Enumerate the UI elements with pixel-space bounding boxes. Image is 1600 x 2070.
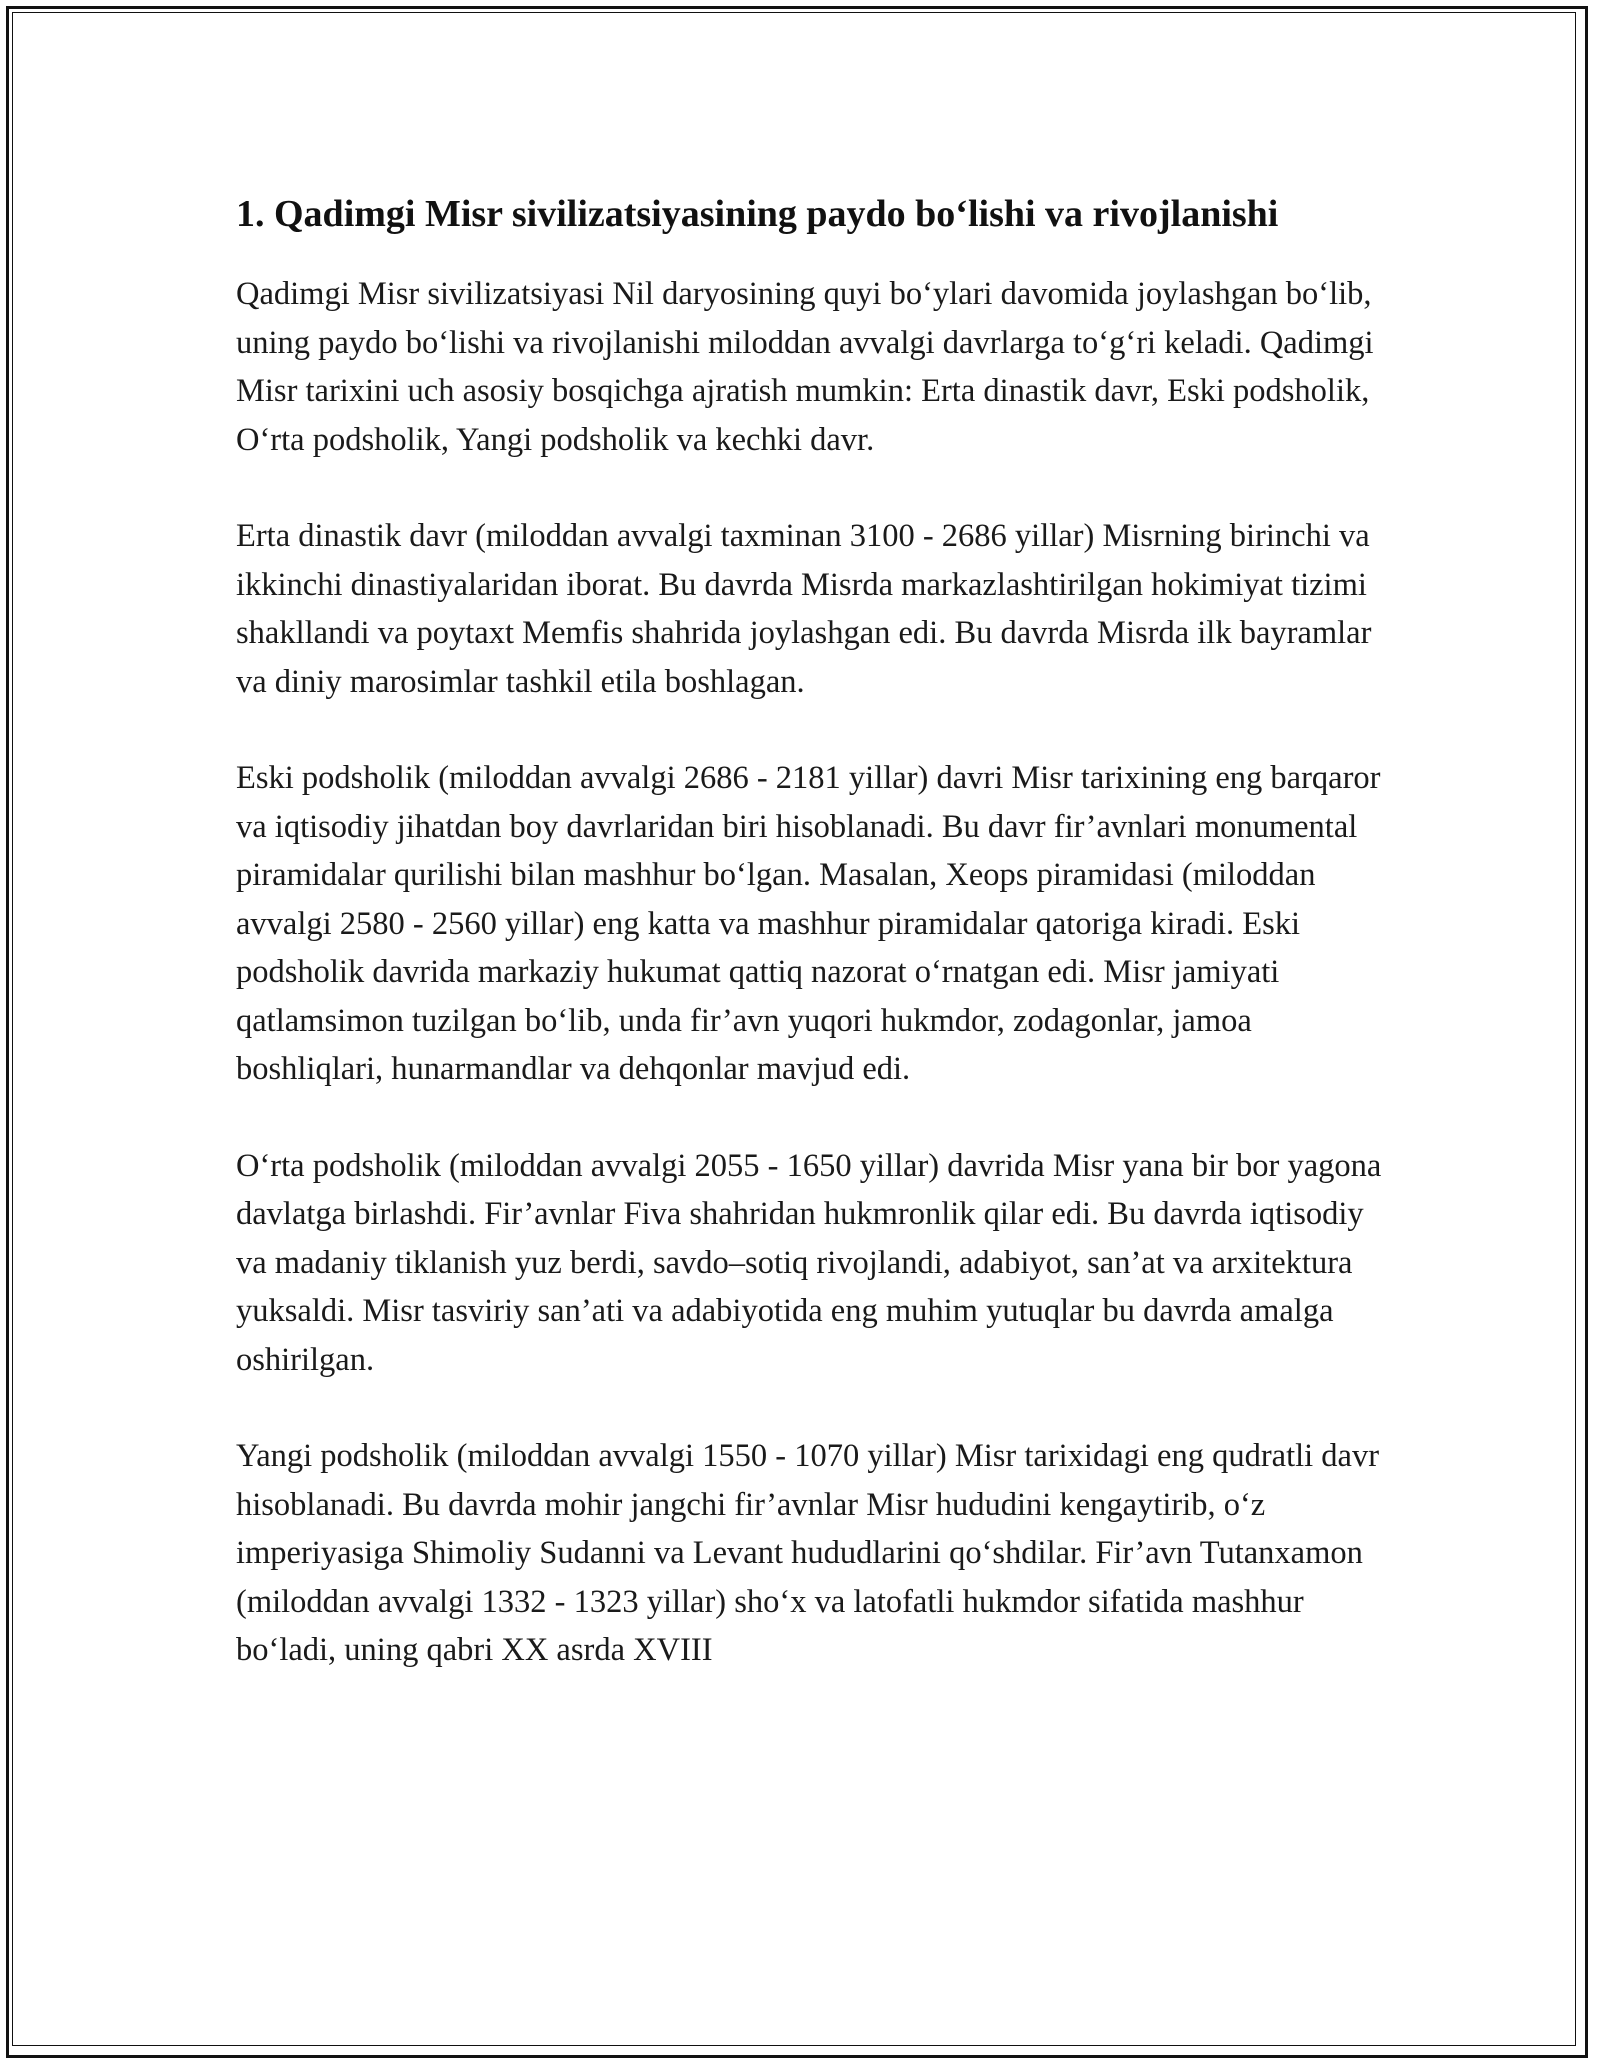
document-body [236, 186, 1386, 1723]
paragraph-intro: Qadimgi Misr sivilizatsiyasi Nil daryosining quyi bo‘ylari davomida joylashgan bo‘lib, uning paydo bo‘lishi va rivojlanishi miloddan avvalgi davrlarga to‘g‘ri keladi. Qadimgi Misr tarixini uch asosiy bosqichga ajratish mumkin: Erta dinastik davr, Eski podsholik, O‘rta podsholik, Yangi podsholik va kechki davr. [236, 276, 1374, 458]
paragraph-early-dynastic: Erta dinastik davr (miloddan avvalgi taxminan 3100 - 2686 yillar) Misrning birinchi va ikkinchi dinastiyalaridan iborat. Bu davrda Misrda markazlashtirilgan hokimiyat tizimi shakllandi va poytaxt Memfis shahrida joylashgan edi. Bu davrda Misrda ilk bayramlar va diniy marosimlar tashkil etila boshlagan. [236, 518, 1372, 700]
paragraph-old-kingdom: Eski podsholik (miloddan avvalgi 2686 - 2181 yillar) davri Misr tarixining eng barqaror va iqtisodiy jihatdan boy davrlaridan biri hisoblanadi. Bu davr fir’avnlari monumental piramidalar qurilishi bilan mashhur bo‘lgan. Masalan, Xeops piramidasi (miloddan avvalgi 2580 - 2560 yillar) eng katta va mashhur piramidalar qatoriga kiradi. Eski podsholik davrida markaziy hukumat qattiq nazorat o‘rnatgan edi. Misr jamiyati qatlamsimon tuzilgan bo‘lib, unda fir’avn yuqori hukmdor, zodagonlar, jamoa boshliqlari, hunarmandlar va dehqonlar mavjud edi. [236, 760, 1381, 1087]
section-heading: 1. Qadimgi Misr sivilizatsiyasining paydo bo‘lishi va rivojlanishi [236, 193, 1279, 235]
paragraph-middle-kingdom: O‘rta podsholik (miloddan avvalgi 2055 - 1650 yillar) davrida Misr yana bir bor yagona davlatga birlashdi. Fir’avnlar Fiva shahridan hukmronlik qilar edi. Bu davrda iqtisodiy va madaniy tiklanish yuz berdi, savdo–sotiq rivojlandi, adabiyot, san’at va arxitektura yuksaldi. Misr tasviriy san’ati va adabiyotida eng muhim yutuqlar bu davrda amalga oshirilgan. [236, 1147, 1382, 1378]
paragraph-new-kingdom: Yangi podsholik (miloddan avvalgi 1550 - 1070 yillar) Misr tarixidagi eng qudratli davr hisoblanadi. Bu davrda mohir jangchi fir’avnlar Misr hududini kengaytirib, o‘z imperiyasiga Shimoliy Sudanni va Levant hududlarini qo‘shdilar. Fir’avn Tutanxamon (miloddan avvalgi 1332 - 1323 yillar) sho‘x va latofatli hukmdor sifatida mashhur bo‘ladi, uning qabri XX asrda XVIII [236, 1438, 1380, 1668]
